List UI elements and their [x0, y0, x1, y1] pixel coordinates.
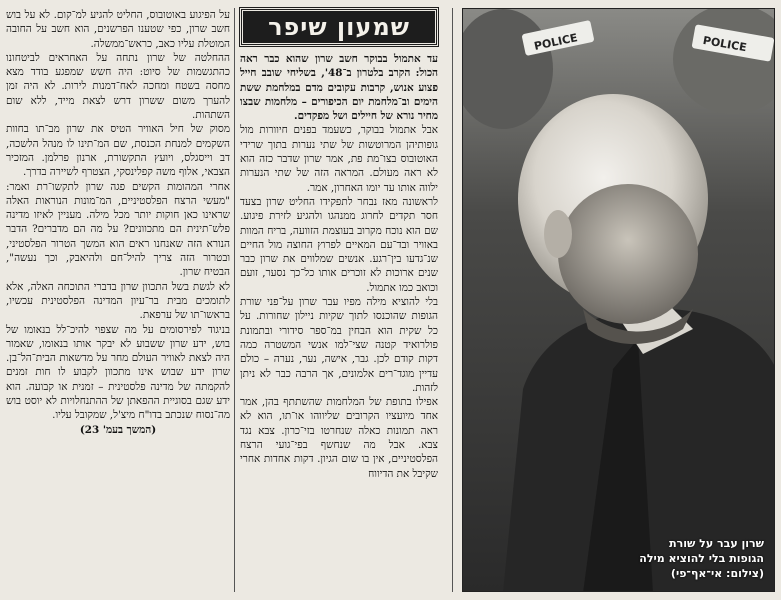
- article-paragraph: לראשונה מאז נבחר לתפקידו החליט שרון בצעד חסר תקדים לחרוג ממנהגו ולהגיע לזירת פיגוע. שם הוא נוכח מקרוב בעוצמת הזוועה, בריח המוות באוויר ובד־עם המאיים לפרוץ החוצה מול החיים שנ־גדעו בין־רגע. אנשים שמלווים את שרון כבר שנים ארוכות לא זוכרים אותו כל־כך נסער, זועם וכואב כמו אתמול.: [240, 195, 438, 294]
- article-paragraph: על הפיגוע באוטובוס, החליט להגיע למ־קום. לא על בוש חשב שרון, כפי שטענו הפרשנים, הוא חשב על החובה המוטלת עליו כאב, כראש־ממשלה.: [6, 9, 230, 50]
- article-paragraph: ההחלטה של שרון נתחה על האחראים לביטחונו כהתגשמות של סיוט: היה חשש שמפגע בודד מצא מחסה בשטח ומחכה לאח־דמנות לירות. לא היה זמן להערך משום ששרון דרש לצאת מייד, ללא שום השתהות.: [6, 51, 230, 122]
- article-paragraph: אבל אתמול בבוקר, כשעמד בפנים חיוורות מול גופותיהן המרוטשות של שתי נערות בתוך שרידי האוטובוס בצו־מת פת, אמר שרון שדבר כזה הוא לא ראה מעולם. המראה הזה של שתי הנערות ילווה אותו עד יומו האחרון, אמר.: [240, 124, 438, 194]
- column-divider: [234, 8, 235, 592]
- article-paragraph: אפילו בתופת של המלחמות שהשתתף בהן, אמר אחד מיועציו הקרובים שליווהו או־תו, הוא לא ראה תמונות כאלה שנחרטו בזי־כרון. צבא נגד צבא. אבל מה שנחשף בפי־גועי הרצח הפלסטיניים, אין בו שום הגיון. דקות אחדות אחרי שקיבל את הדיווח: [240, 396, 438, 480]
- article-column-left: [6, 8, 230, 596]
- article-paragraph: מסוק של חיל האוויר הטיס את שרון מב־תו בחוות השקמים למנחת הכנסת, שם המ־תינו לו מנהל הלשכה, דב וייסגלס, ויועץ התקשורת, ארנון פרלמן. המזכיר הצבאי, אלוף משה קפלינסקי, הצטרף לשיירה בדרך.: [6, 123, 230, 179]
- column-header: [240, 8, 438, 46]
- photo-credit: (צילום: אי־אף־פי): [670, 567, 764, 580]
- ear: [544, 210, 572, 258]
- face: [558, 184, 698, 324]
- continued-note: (המשך בעמ' 23): [79, 423, 157, 436]
- article-paragraph: אחרי המהומות הקשים פגה שרון לתקשו־רת ואמר: "מעשי הרצח הפלסטיניים, המ־מונות הנוראות האלה שראינו כאן חוקות יותר מכל מילה. מעניין לאיזו מדינה פלש־תינית הם מתכוונים? על מה הם מדברים? הדבר הנורא הזה שאנחנו ראים הוא המשך הטרור הפלסטיני, ובטרור הזה צריך להיל־חם ולהיאבק, וכך נעשה", הבטיח שרון.: [6, 180, 230, 279]
- photo-caption: [614, 536, 764, 581]
- caption-line: הגופות בלי להוציא מילה: [639, 552, 764, 565]
- news-photo: [462, 8, 775, 592]
- article-column-middle: [240, 52, 438, 596]
- caption-line: שרון עבר על שורת: [669, 537, 764, 550]
- article-paragraph: בניגוד לפירסומים על מה שצפוי להיכ־לל בנאומו של בוש, ידע שרון ששבוע לא יבקר אותו בנאומו, שאמור היה לצאת לאוויר העולם מחר על מדשאות הבית־הל־בן. שרון ידע שבוש אינו מתכוון לקבוע לו חות זמנים להקמתה של מדינה פלסטינית – זמנית או קבועה. הוא ידע שגם בסוגיית ההפאתן של ההתנחלויות לא יוסט בוש מה־נסוח שנכתב בדו"ח מיצ'ל, שמקובל עליו.: [6, 323, 230, 422]
- police-cap-text: POLICE: [532, 31, 579, 53]
- column-divider: [452, 8, 453, 592]
- article-lead: עד אתמול בבוקר חשב שרון שהוא כבר ראה הכול: הקרב בלטרון ב־48', בשליחי שובב חייל פצוע אנוש, קרבות עקובים מדם במלחמת ששת הימים וב־מלחמת יום הכיפורים – מלחמות שבצו מחיר נורא של חיילים ושל מפקדים.: [240, 53, 438, 123]
- article-paragraph: בלי להוציא מילה מפיו עבר שרון על־פני שורת הגופות שהוכנסו לתוך שקיות ניילון שחורות. על כל שקית הוא הבחין במ־ספר סידורי ובתמונת פולרואיד קטנה שצי־למו אנשי המשטרה כמה דקות קודם לכן. גבר, אישה, נער, נערה – כולם עדיין מוגד־רים אלמונים, אך הרבה כבר לא ניתן לזהות.: [240, 296, 438, 394]
- police-cap-text: POLICE: [701, 33, 748, 55]
- columnist-name: שמעון שיפר: [268, 13, 410, 41]
- photo-illustration: [463, 9, 775, 592]
- article-paragraph: לא לגשת בשל התכוון שרון בדברי התוכחה האלה, אלא לתומכים מבית בר־עיון המדינה הפלסטינית עכשיו, בראשו־תו של ערפאת.: [6, 280, 230, 322]
